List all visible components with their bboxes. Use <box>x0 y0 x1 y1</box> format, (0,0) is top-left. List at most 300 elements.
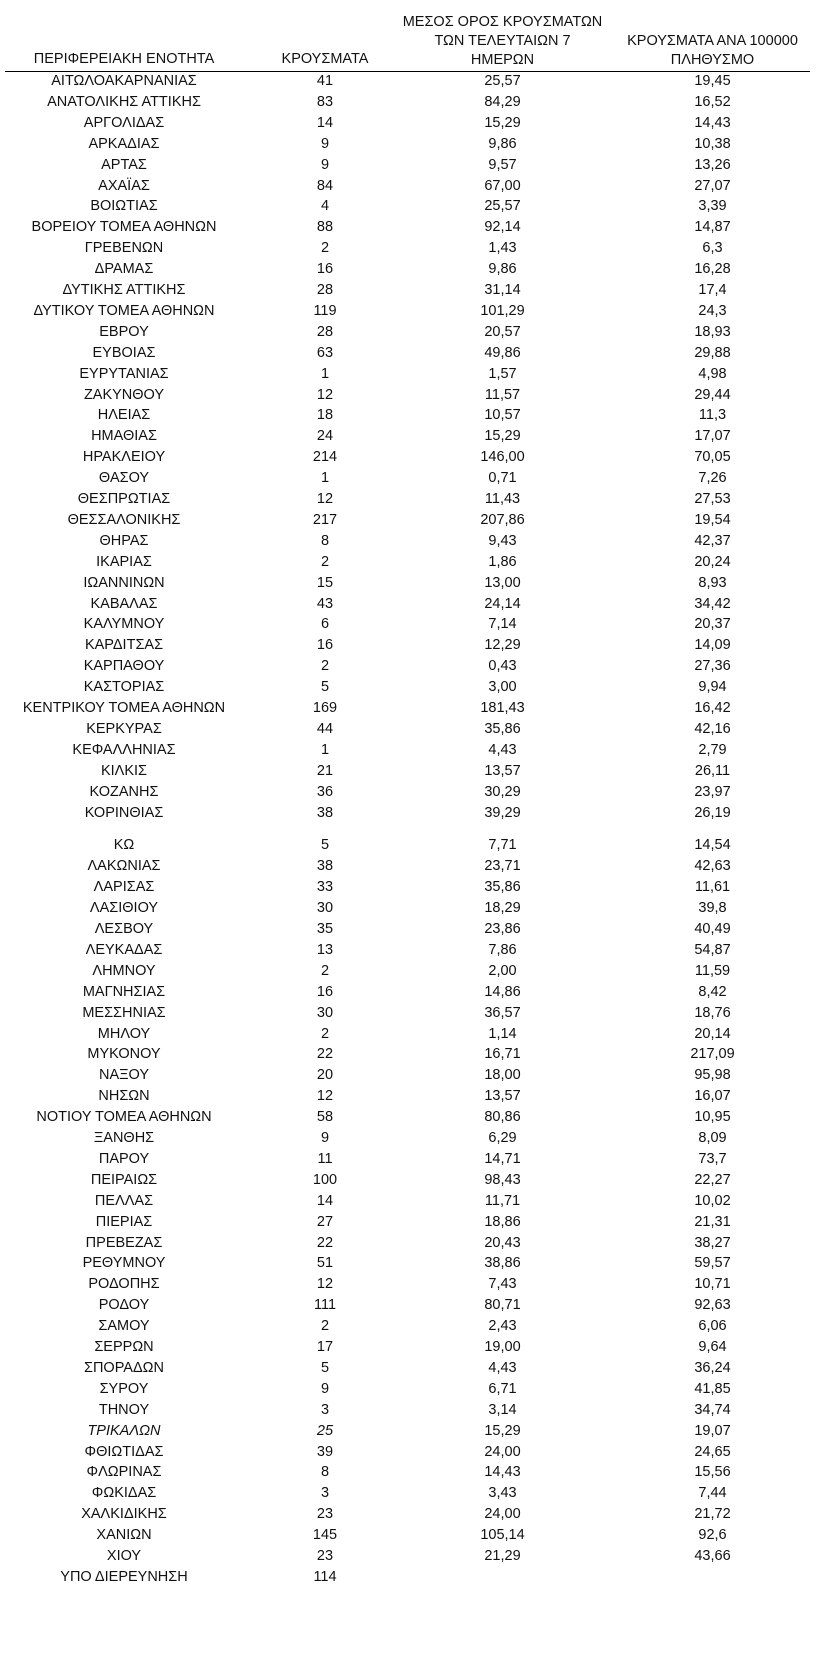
cell-region: ΔΡΑΜΑΣ <box>94 261 154 278</box>
cell-per100k: 17,07 <box>694 428 731 445</box>
cell-per100k: 24,3 <box>698 302 727 319</box>
cell-per100k: 15,56 <box>694 1464 731 1481</box>
cell-region: ΕΥΒΟΙΑΣ <box>92 344 156 361</box>
table-row <box>0 1212 816 1233</box>
cell-avg7: 20,57 <box>484 323 521 340</box>
table-row <box>0 1358 816 1379</box>
cell-per100k: 34,74 <box>694 1401 731 1418</box>
cell-per100k: 20,24 <box>694 553 731 570</box>
cell-per100k: 59,57 <box>694 1255 731 1272</box>
cell-cases: 21 <box>316 762 334 779</box>
cell-per100k: 9,64 <box>698 1339 727 1355</box>
table-row <box>0 698 816 719</box>
cell-region: ΝΑΞΟΥ <box>98 1067 150 1084</box>
cell-avg7: 15,29 <box>484 428 521 445</box>
cell-cases: 214 <box>312 449 338 466</box>
cell-region: ΗΜΑΘΙΑΣ <box>91 428 157 445</box>
cell-avg7: 6,71 <box>488 1380 517 1397</box>
cell-per100k: 11,3 <box>698 407 727 424</box>
table-row <box>0 1546 816 1567</box>
cell-cases: 84 <box>316 177 334 194</box>
cell-avg7: 0,71 <box>488 470 517 487</box>
cell-cases: 16 <box>316 983 334 1000</box>
cell-cases: 1 <box>320 741 330 758</box>
cell-cases: 23 <box>316 1506 334 1523</box>
cell-avg7: 23,71 <box>484 858 521 875</box>
cell-region: ΑΡΤΑΣ <box>101 156 147 173</box>
cell-avg7: 15,29 <box>484 114 521 131</box>
header-avg-line-3: ΗΜΕΡΩΝ <box>470 52 535 68</box>
cell-avg7: 4,43 <box>488 1359 517 1376</box>
table-row <box>0 217 816 238</box>
cell-avg7: 21,29 <box>484 1548 521 1564</box>
cell-region: ΥΠΟ ΔΙΕΡΕΥΝΗΣΗ <box>60 1568 188 1585</box>
table-row <box>0 1003 816 1024</box>
table-row <box>0 1065 816 1086</box>
cell-per100k: 18,93 <box>694 323 731 340</box>
cell-region: ΜΗΛΟΥ <box>97 1025 151 1042</box>
cell-avg7: 25,57 <box>484 73 521 89</box>
cell-avg7: 146,00 <box>480 449 525 466</box>
cell-cases: 145 <box>312 1527 338 1544</box>
table-row <box>0 940 816 961</box>
cell-region: ΗΡΑΚΛΕΙΟΥ <box>82 449 166 466</box>
cell-region: ΚΕΡΚΥΡΑΣ <box>86 720 162 737</box>
table-row <box>0 877 816 898</box>
cell-cases: 41 <box>316 73 334 89</box>
table-row <box>0 614 816 635</box>
cell-per100k: 8,42 <box>698 983 727 1000</box>
header-per100k-line-2: ΠΛΗΘΥΣΜΟ <box>670 52 755 68</box>
table-row <box>0 238 816 259</box>
table-row <box>0 573 816 594</box>
table-row <box>0 468 816 489</box>
cell-cases: 217 <box>312 511 338 528</box>
cell-cases: 2 <box>320 1318 330 1335</box>
cell-avg7: 16,71 <box>484 1046 521 1063</box>
cell-region: ΚΙΛΚΙΣ <box>100 762 148 779</box>
cell-cases: 38 <box>316 804 334 821</box>
cell-per100k: 10,38 <box>694 135 731 152</box>
table-row <box>0 134 816 155</box>
cell-region: ΑΝΑΤΟΛΙΚΗΣ ΑΤΤΙΚΗΣ <box>47 93 201 110</box>
cell-region: ΦΘΙΩΤΙΔΑΣ <box>84 1443 164 1460</box>
header-region: ΠΕΡΙΦΕΡΕΙΑΚΗ ΕΝΟΤΗΤΑ <box>33 51 215 67</box>
cell-avg7: 19,00 <box>484 1339 521 1355</box>
cell-avg7: 35,86 <box>484 720 521 737</box>
table-row <box>0 92 816 113</box>
table-row <box>0 1191 816 1212</box>
cell-avg7: 67,00 <box>484 177 521 194</box>
cell-avg7: 14,43 <box>484 1464 521 1481</box>
cell-cases: 2 <box>320 1025 330 1042</box>
table-row <box>0 71 816 92</box>
cell-avg7: 80,86 <box>484 1109 521 1126</box>
cell-per100k: 217,09 <box>690 1046 735 1063</box>
table-row <box>0 1295 816 1316</box>
cell-region: ΑΡΓΟΛΙΔΑΣ <box>83 114 165 131</box>
table-row <box>0 489 816 510</box>
cell-per100k: 92,6 <box>698 1527 727 1544</box>
cell-cases: 9 <box>320 1130 330 1146</box>
cell-cases: 35 <box>316 921 334 937</box>
cell-region: ΛΑΚΩΝΙΑΣ <box>87 858 161 875</box>
cell-avg7: 38,86 <box>484 1255 521 1272</box>
cell-per100k: 10,02 <box>694 1192 731 1209</box>
cell-avg7: 13,57 <box>484 762 521 779</box>
table-row <box>0 1442 816 1463</box>
cell-region: ΠΙΕΡΙΑΣ <box>95 1213 153 1230</box>
cell-avg7: 11,43 <box>484 491 521 507</box>
cell-avg7: 7,43 <box>488 1276 517 1293</box>
cell-cases: 16 <box>316 637 334 654</box>
cell-region: ΔΥΤΙΚΟΥ ΤΟΜΕΑ ΑΘΗΝΩΝ <box>33 302 215 319</box>
cell-avg7: 1,43 <box>488 240 517 257</box>
table-row <box>0 1504 816 1525</box>
cell-region: ΙΚΑΡΙΑΣ <box>96 553 152 570</box>
cell-per100k: 20,37 <box>694 616 731 633</box>
cell-avg7: 24,14 <box>484 595 521 612</box>
cell-per100k: 17,4 <box>698 282 727 298</box>
cell-cases: 2 <box>320 553 330 570</box>
table-row <box>0 552 816 573</box>
cell-avg7: 1,14 <box>488 1025 517 1042</box>
cell-avg7: 2,00 <box>488 962 517 979</box>
cell-avg7: 1,86 <box>488 553 517 570</box>
cell-region: ΚΟΖΑΝΗΣ <box>89 783 159 800</box>
table-row <box>0 919 816 940</box>
table-row <box>0 1044 816 1065</box>
cell-region: ΝΟΤΙΟΥ ΤΟΜΕΑ ΑΘΗΝΩΝ <box>36 1109 212 1126</box>
table-row <box>0 740 816 761</box>
table-row <box>0 1400 816 1421</box>
cell-region: ΘΕΣΣΑΛΟΝΙΚΗΣ <box>67 511 181 528</box>
cell-cases: 114 <box>313 1568 337 1585</box>
table-row <box>0 856 816 877</box>
cell-cases: 14 <box>316 114 334 131</box>
cell-per100k: 10,71 <box>694 1276 731 1293</box>
cell-avg7: 25,57 <box>484 198 521 215</box>
cell-cases: 1 <box>320 470 330 487</box>
cell-cases: 1 <box>320 365 330 382</box>
cell-avg7: 3,43 <box>488 1485 517 1502</box>
cell-cases: 88 <box>316 219 334 236</box>
table-row <box>0 1379 816 1400</box>
cell-avg7: 9,86 <box>488 135 517 152</box>
cell-avg7: 49,86 <box>484 344 521 361</box>
cell-per100k: 40,49 <box>694 921 731 937</box>
cell-avg7: 9,43 <box>488 532 517 549</box>
cell-per100k: 19,07 <box>694 1422 731 1439</box>
cell-avg7: 15,29 <box>484 1422 521 1439</box>
cell-cases: 8 <box>320 532 330 549</box>
table-row <box>0 656 816 677</box>
cell-region: ΛΕΥΚΑΔΑΣ <box>85 941 163 958</box>
cell-cases: 9 <box>320 135 330 152</box>
cell-avg7: 14,71 <box>484 1150 521 1167</box>
cell-region: ΜΕΣΣΗΝΙΑΣ <box>82 1004 166 1021</box>
cell-per100k: 42,37 <box>694 532 731 549</box>
cell-cases: 39 <box>316 1443 334 1460</box>
cell-cases: 33 <box>316 879 334 896</box>
cell-region: ΛΑΡΙΣΑΣ <box>93 879 155 896</box>
cell-avg7: 35,86 <box>484 879 521 896</box>
cell-avg7: 105,14 <box>480 1527 525 1544</box>
cell-per100k: 41,85 <box>694 1380 731 1397</box>
cell-avg7: 12,29 <box>484 637 521 654</box>
table-row <box>0 385 816 406</box>
cell-cases: 12 <box>316 1276 334 1293</box>
cell-avg7: 3,14 <box>488 1401 517 1418</box>
table-row <box>0 1253 816 1274</box>
cell-per100k: 8,93 <box>698 574 727 591</box>
cell-region: ΤΡΙΚΑΛΩΝ <box>87 1422 161 1439</box>
cell-avg7: 207,86 <box>480 511 525 528</box>
cell-avg7: 98,43 <box>484 1171 521 1188</box>
cell-cases: 8 <box>320 1464 330 1481</box>
cell-region: ΚΑΣΤΟΡΙΑΣ <box>83 679 165 696</box>
cell-avg7: 7,71 <box>488 837 517 854</box>
cell-cases: 44 <box>316 720 334 737</box>
cell-cases: 5 <box>320 837 330 854</box>
cell-per100k: 43,66 <box>694 1548 731 1564</box>
cell-region: ΤΗΝΟΥ <box>98 1401 150 1418</box>
cell-cases: 6 <box>320 616 330 633</box>
cell-per100k: 11,61 <box>694 879 731 896</box>
cell-cases: 63 <box>316 344 334 361</box>
cell-region: ΒΟΙΩΤΙΑΣ <box>90 198 158 215</box>
cell-region: ΙΩΑΝΝΙΝΩΝ <box>83 574 165 591</box>
table-row <box>0 176 816 197</box>
cell-avg7: 13,00 <box>484 574 521 591</box>
cell-region: ΛΗΜΝΟΥ <box>92 962 156 979</box>
cell-per100k: 13,26 <box>694 156 731 173</box>
cell-region: ΗΛΕΙΑΣ <box>97 407 151 424</box>
table-row <box>0 1233 816 1254</box>
cell-cases: 2 <box>320 962 330 979</box>
cell-per100k: 9,94 <box>698 679 727 696</box>
table-row <box>0 1421 816 1442</box>
cell-per100k: 14,09 <box>694 637 731 654</box>
cell-region: ΦΩΚΙΔΑΣ <box>91 1485 157 1502</box>
table-row <box>0 1462 816 1483</box>
table-row <box>0 1128 816 1149</box>
cell-cases: 5 <box>320 1359 330 1376</box>
table-row <box>0 1274 816 1295</box>
table-row <box>0 1337 816 1358</box>
cell-cases: 3 <box>320 1485 330 1502</box>
table-row <box>0 1149 816 1170</box>
cell-region: ΣΑΜΟΥ <box>98 1318 150 1335</box>
table-row <box>0 426 816 447</box>
cell-region: ΧΑΝΙΩΝ <box>96 1527 152 1544</box>
table-row <box>0 1316 816 1337</box>
cell-cases: 30 <box>316 900 334 917</box>
table-row <box>0 1525 816 1546</box>
cell-per100k: 24,65 <box>694 1443 731 1460</box>
cell-region: ΚΑΡΔΙΤΣΑΣ <box>84 637 164 654</box>
cell-region: ΛΕΣΒΟΥ <box>94 921 154 937</box>
cell-avg7: 13,57 <box>484 1088 521 1105</box>
cell-per100k: 23,97 <box>694 783 731 800</box>
cell-avg7: 31,14 <box>484 282 521 298</box>
cell-per100k: 34,42 <box>694 595 731 612</box>
cell-per100k: 16,28 <box>694 261 731 278</box>
table-row <box>0 113 816 134</box>
cell-region: ΣΠΟΡΑΔΩΝ <box>84 1359 164 1376</box>
table-row <box>0 835 816 856</box>
cell-per100k: 21,31 <box>694 1213 731 1230</box>
cell-cases: 11 <box>317 1150 333 1167</box>
table-row <box>0 259 816 280</box>
cell-avg7: 39,29 <box>484 804 521 821</box>
table-row <box>0 594 816 615</box>
cell-cases: 2 <box>320 240 330 257</box>
cell-cases: 38 <box>316 858 334 875</box>
cell-region: ΘΕΣΠΡΩΤΙΑΣ <box>77 491 171 507</box>
cell-cases: 24 <box>316 428 334 445</box>
cell-avg7: 14,86 <box>484 983 521 1000</box>
cell-cases: 3 <box>320 1401 330 1418</box>
cell-per100k: 27,53 <box>694 491 731 507</box>
cell-avg7: 11,57 <box>484 386 521 403</box>
cell-avg7: 18,00 <box>484 1067 521 1084</box>
cell-region: ΘΑΣΟΥ <box>98 470 150 487</box>
cell-avg7: 20,43 <box>484 1234 521 1251</box>
cell-cases: 13 <box>316 941 334 958</box>
cell-per100k: 92,63 <box>694 1297 731 1314</box>
cell-cases: 22 <box>316 1046 334 1063</box>
table-row <box>0 961 816 982</box>
cell-region: ΦΛΩΡΙΝΑΣ <box>86 1464 162 1481</box>
cell-avg7: 11,71 <box>484 1192 521 1209</box>
cell-cases: 83 <box>316 93 334 110</box>
cell-region: ΚΕΝΤΡΙΚΟΥ ΤΟΜΕΑ ΑΘΗΝΩΝ <box>22 700 226 716</box>
cell-cases: 23 <box>316 1548 334 1564</box>
table-row <box>0 447 816 468</box>
table-row <box>0 155 816 176</box>
cell-avg7: 24,00 <box>484 1506 521 1523</box>
cell-per100k: 73,7 <box>698 1150 727 1167</box>
cell-avg7: 181,43 <box>480 700 525 716</box>
cell-cases: 12 <box>316 386 334 403</box>
cell-per100k: 14,54 <box>694 837 731 854</box>
cell-cases: 36 <box>316 783 334 800</box>
cell-per100k: 21,72 <box>694 1506 731 1523</box>
cell-cases: 43 <box>316 595 334 612</box>
table-row <box>0 1170 816 1191</box>
table-row <box>0 982 816 1003</box>
cell-avg7: 4,43 <box>488 741 517 758</box>
cell-per100k: 27,36 <box>694 658 731 675</box>
cell-cases: 9 <box>320 1380 330 1397</box>
cell-region: ΖΑΚΥΝΘΟΥ <box>83 386 165 403</box>
cell-avg7: 80,71 <box>484 1297 521 1314</box>
cell-region: ΚΑΡΠΑΘΟΥ <box>83 658 165 675</box>
table-row <box>0 1107 816 1128</box>
cell-region: ΠΕΙΡΑΙΩΣ <box>90 1171 158 1188</box>
table-row <box>0 719 816 740</box>
cell-region: ΚΑΒΑΛΑΣ <box>90 595 158 612</box>
cell-avg7: 0,43 <box>488 658 517 675</box>
table-row <box>0 531 816 552</box>
cell-per100k: 8,09 <box>698 1130 727 1146</box>
cell-cases: 22 <box>316 1234 334 1251</box>
cell-avg7: 23,86 <box>484 921 521 937</box>
cell-per100k: 19,45 <box>694 73 731 89</box>
cell-region: ΞΑΝΘΗΣ <box>93 1130 155 1146</box>
cell-per100k: 16,42 <box>694 700 731 716</box>
cell-region: ΚΩ <box>113 837 135 854</box>
cell-cases: 111 <box>313 1297 337 1314</box>
cell-per100k: 14,87 <box>694 219 731 236</box>
cell-region: ΚΟΡΙΝΘΙΑΣ <box>84 804 164 821</box>
cell-avg7: 9,86 <box>488 261 517 278</box>
cell-region: ΡΟΔΟΥ <box>98 1297 150 1314</box>
cell-per100k: 19,54 <box>694 511 731 528</box>
cell-cases: 58 <box>316 1109 334 1126</box>
cell-cases: 12 <box>316 1088 334 1105</box>
cell-avg7: 36,57 <box>484 1004 521 1021</box>
table-row <box>0 1086 816 1107</box>
cell-avg7: 7,14 <box>488 616 517 633</box>
cell-cases: 17 <box>316 1339 334 1355</box>
cell-per100k: 18,76 <box>694 1004 731 1021</box>
cell-region: ΜΑΓΝΗΣΙΑΣ <box>82 983 166 1000</box>
cell-per100k: 7,26 <box>698 470 727 487</box>
table-row <box>0 301 816 322</box>
cell-per100k: 42,63 <box>694 858 731 875</box>
cell-per100k: 6,3 <box>702 240 723 257</box>
cell-region: ΡΟΔΟΠΗΣ <box>88 1276 160 1293</box>
table-row <box>0 322 816 343</box>
header-avg-line-1: ΜΕΣΟΣ ΟΡΟΣ ΚΡΟΥΣΜΑΤΩΝ <box>402 14 603 30</box>
cell-per100k: 95,98 <box>694 1067 731 1084</box>
cell-per100k: 16,07 <box>694 1088 731 1105</box>
cell-per100k: 29,88 <box>694 344 731 361</box>
header-cases: ΚΡΟΥΣΜΑΤΑ <box>281 51 369 67</box>
cell-region: ΘΗΡΑΣ <box>99 532 149 549</box>
cell-cases: 15 <box>316 574 334 591</box>
table-row <box>0 803 816 824</box>
cell-region: ΑΡΚΑΔΙΑΣ <box>88 135 160 152</box>
cell-cases: 25 <box>316 1422 334 1439</box>
cell-per100k: 38,27 <box>694 1234 731 1251</box>
cell-cases: 28 <box>316 282 334 298</box>
cell-per100k: 26,19 <box>694 804 731 821</box>
cell-cases: 28 <box>316 323 334 340</box>
cell-per100k: 7,44 <box>698 1485 727 1502</box>
header-avg-line-2: ΤΩΝ ΤΕΛΕΥΤΑΙΩΝ 7 <box>434 33 571 49</box>
cell-region: ΡΕΘΥΜΝΟΥ <box>82 1255 166 1272</box>
cell-region: ΒΟΡΕΙΟΥ ΤΟΜΕΑ ΑΘΗΝΩΝ <box>31 219 217 236</box>
cell-avg7: 1,57 <box>488 365 517 382</box>
cell-avg7: 84,29 <box>484 93 521 110</box>
cell-avg7: 18,86 <box>484 1213 521 1230</box>
cell-per100k: 20,14 <box>694 1025 731 1042</box>
cell-region: ΧΙΟΥ <box>106 1548 142 1564</box>
table-row <box>0 405 816 426</box>
cell-per100k: 70,05 <box>694 449 731 466</box>
cell-per100k: 14,43 <box>694 114 731 131</box>
cell-per100k: 2,79 <box>698 741 727 758</box>
cell-per100k: 27,07 <box>694 177 731 194</box>
cell-avg7: 92,14 <box>484 219 521 236</box>
table-row <box>0 635 816 656</box>
cell-region: ΔΥΤΙΚΗΣ ΑΤΤΙΚΗΣ <box>62 282 186 298</box>
table-row <box>0 1567 816 1588</box>
cell-per100k: 4,98 <box>698 365 727 382</box>
